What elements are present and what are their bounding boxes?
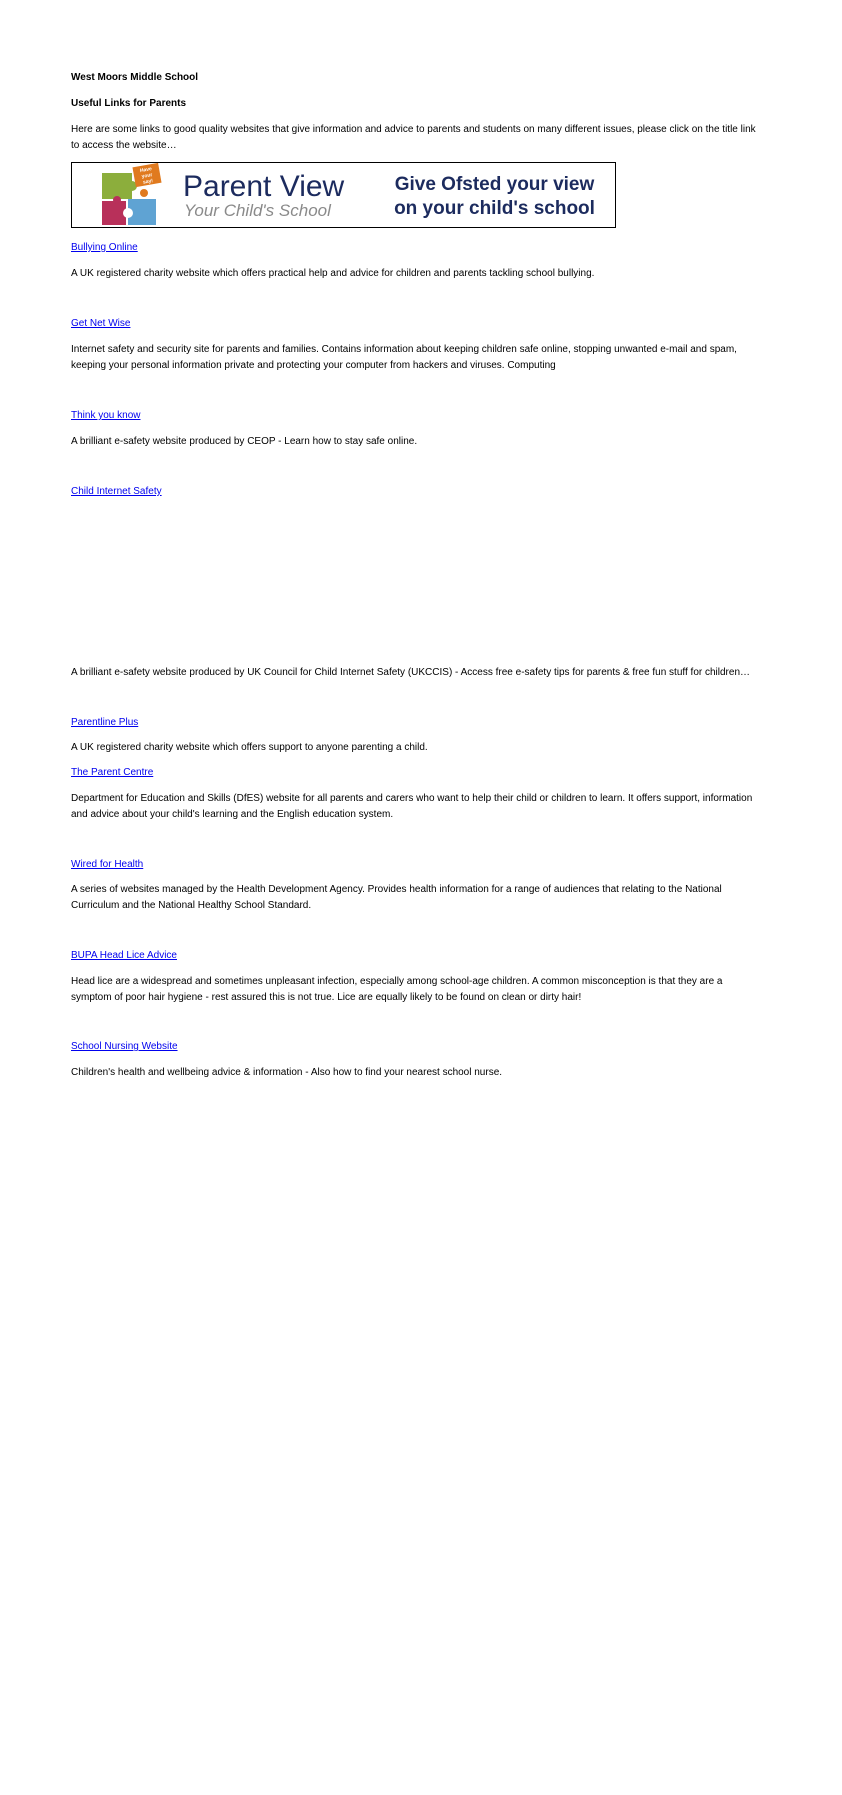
link-get-net-wise[interactable]: Get Net Wise: [71, 318, 131, 329]
page-heading: Useful Links for Parents: [71, 98, 187, 109]
link-parentline-plus[interactable]: Parentline Plus: [71, 717, 139, 728]
intro-line-1: Here are some links to good quality websites that give information and advice to parents and students on many different issues, please click on the title link: [71, 124, 756, 135]
intro-line-2: to access the website…: [71, 140, 177, 151]
link-desc: A brilliant e-safety website produced by UK Council for Child Internet Safety (UKCCIS) - Access free e-safety tips for parents & free fun stuff for children…: [71, 667, 751, 678]
banner-title: Parent View: [183, 170, 345, 203]
link-desc: Children's health and wellbeing advice & information - Also how to find your nearest school nurse.: [71, 1067, 503, 1078]
link-child-internet-safety[interactable]: Child Internet Safety: [71, 486, 162, 497]
link-desc: symptom of poor hair hygiene - rest assured this is not true. Lice are equally likely to be found on clean or dirty hair!: [71, 992, 582, 1003]
banner-tagline-line-1: Give Ofsted your view: [394, 174, 595, 195]
link-bupa-head-lice-advice[interactable]: BUPA Head Lice Advice: [71, 950, 177, 961]
link-think-you-know[interactable]: Think you know: [71, 410, 141, 421]
link-wired-for-health[interactable]: Wired for Health: [71, 859, 144, 870]
link-the-parent-centre[interactable]: The Parent Centre: [71, 767, 154, 778]
link-desc: A UK registered charity website which offers practical help and advice for children and parents tackling school bullying.: [71, 268, 595, 279]
link-desc: A brilliant e-safety website produced by CEOP - Learn how to stay safe online.: [71, 436, 418, 447]
link-bullying-online[interactable]: Bullying Online: [71, 242, 138, 253]
link-desc: Department for Education and Skills (DfES) website for all parents and carers who want to help their child or children to learn. It offers support, information: [71, 793, 753, 804]
school-name: West Moors Middle School: [71, 72, 199, 83]
link-desc: Internet safety and security site for parents and families. Contains information about keeping children safe online, stopping unwanted e-mail and spam,: [71, 344, 737, 355]
banner-badge: Have your say!: [139, 166, 154, 186]
link-desc: A series of websites managed by the Health Development Agency. Provides health information for a range of audiences that relating to the National: [71, 884, 722, 895]
banner-subtitle: Your Child's School: [184, 201, 331, 220]
link-desc: keeping your personal information private and protecting your computer from hackers and viruses. Computing: [71, 360, 556, 371]
link-desc: Head lice are a widespread and sometimes unpleasant infection, especially among school-age children. A common misconception is that they are a: [71, 976, 723, 987]
link-school-nursing-website[interactable]: School Nursing Website: [71, 1041, 178, 1052]
banner-tagline: [382, 173, 607, 221]
link-desc: A UK registered charity website which offers support to anyone parenting a child.: [71, 742, 428, 753]
link-desc: Curriculum and the National Healthy School Standard.: [71, 900, 312, 911]
link-desc: and advice about your child's learning and the English education system.: [71, 809, 394, 820]
parent-view-banner[interactable]: [71, 162, 616, 228]
banner-tagline-line-2: on your child's school: [394, 198, 595, 219]
